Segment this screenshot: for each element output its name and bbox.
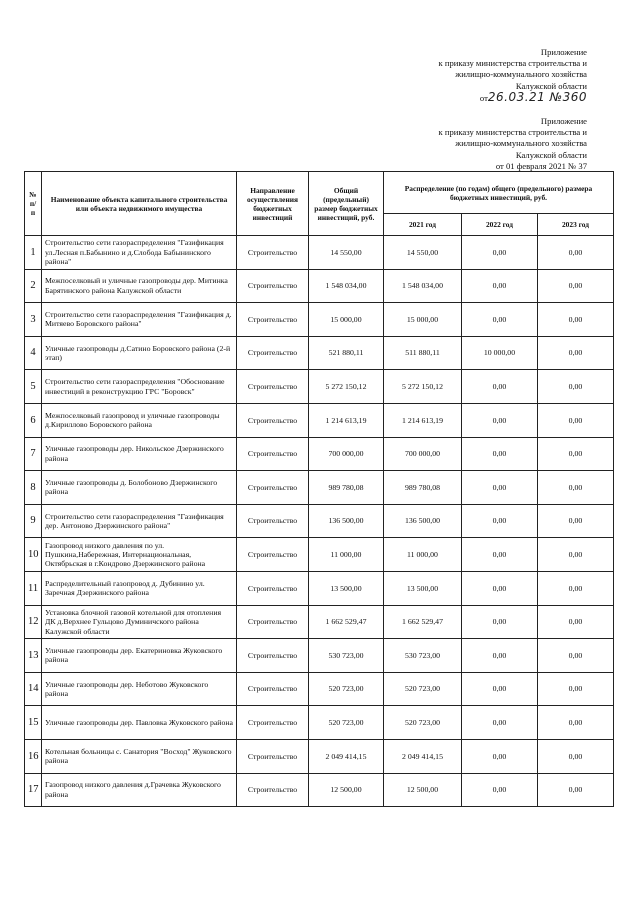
total-amount: 2 049 414,15 (309, 739, 384, 773)
object-name: Уличные газопроводы дер. Екатериновка Жуковского района (42, 639, 237, 673)
row-number: 15 (25, 706, 42, 740)
investment-direction: Строительство (237, 605, 309, 639)
object-name: Уличные газопроводы д. Болобоново Дзержинского района (42, 471, 237, 505)
amount-2023: 0,00 (538, 538, 614, 572)
object-name: Установка блочной газовой котельной для отопления ДК д.Верхнее Гульцово Думиничского района Калужской области (42, 605, 237, 639)
object-name: Уличные газопроводы дер. Неботово Жуковского района (42, 672, 237, 706)
object-name: Строительство сети газораспределения "Газификация дер. Антоново Дзержинского района" (42, 504, 237, 538)
object-name: Уличные газопроводы д.Сатино Боровского района (2-й этап) (42, 336, 237, 370)
header-line: жилищно-коммунального хозяйства (455, 138, 587, 149)
amount-2021: 11 000,00 (384, 538, 462, 572)
header-year-2023: 2023 год (538, 214, 614, 236)
amount-2022: 0,00 (462, 739, 538, 773)
amount-2023: 0,00 (538, 571, 614, 605)
header-line: к приказу министерства строительства и (438, 58, 587, 69)
row-number: 14 (25, 672, 42, 706)
amount-2021: 520 723,00 (384, 706, 462, 740)
row-number: 6 (25, 403, 42, 437)
table-row (25, 605, 614, 639)
amount-2021: 1 214 613,19 (384, 403, 462, 437)
table-row (25, 538, 614, 572)
row-number: 2 (25, 269, 42, 303)
row-number: 16 (25, 739, 42, 773)
table-row (25, 706, 614, 740)
total-amount: 520 723,00 (309, 706, 384, 740)
total-amount: 5 272 150,12 (309, 370, 384, 404)
amount-2022: 10 000,00 (462, 336, 538, 370)
amount-2023: 0,00 (538, 672, 614, 706)
total-amount: 521 880,11 (309, 336, 384, 370)
row-number: 10 (25, 538, 42, 572)
table-row (25, 471, 614, 505)
total-amount: 136 500,00 (309, 504, 384, 538)
row-number: 1 (25, 236, 42, 270)
amount-2021: 700 000,00 (384, 437, 462, 471)
amount-2022: 0,00 (462, 571, 538, 605)
header-date-line (439, 89, 587, 104)
header-line: жилищно-коммунального хозяйства (455, 69, 587, 80)
header-name: Наименование объекта капитального строительства или объекта недвижимого имущества (42, 172, 237, 236)
amount-2021: 15 000,00 (384, 303, 462, 337)
total-amount: 700 000,00 (309, 437, 384, 471)
investment-direction: Строительство (237, 471, 309, 505)
table-row (25, 303, 614, 337)
header-line: к приказу министерства строительства и (438, 127, 587, 138)
amount-2023: 0,00 (538, 236, 614, 270)
total-amount: 520 723,00 (309, 672, 384, 706)
appendix-header-original (439, 116, 587, 172)
total-amount: 1 214 613,19 (309, 403, 384, 437)
header-line: Приложение (540, 47, 587, 57)
investment-table (24, 171, 614, 807)
investment-direction: Строительство (237, 639, 309, 673)
table-row (25, 236, 614, 270)
amount-2021: 136 500,00 (384, 504, 462, 538)
total-amount: 1 662 529,47 (309, 605, 384, 639)
investment-direction: Строительство (237, 672, 309, 706)
amount-2023: 0,00 (538, 336, 614, 370)
total-amount: 1 548 034,00 (309, 269, 384, 303)
amount-2022: 0,00 (462, 504, 538, 538)
amount-2023: 0,00 (538, 773, 614, 807)
table-row (25, 773, 614, 807)
amount-2022: 0,00 (462, 639, 538, 673)
object-name: Уличные газопроводы дер. Никольское Дзержинского района (42, 437, 237, 471)
amount-2022: 0,00 (462, 269, 538, 303)
table-row (25, 437, 614, 471)
row-number: 4 (25, 336, 42, 370)
header-line: Калужской области (515, 149, 587, 160)
amount-2023: 0,00 (538, 370, 614, 404)
date-prefix: от (479, 92, 488, 103)
amount-2023: 0,00 (538, 739, 614, 773)
row-number: 11 (25, 571, 42, 605)
amount-2022: 0,00 (462, 403, 538, 437)
object-name: Газопровод низкого давления по ул. Пушкина,Набережная, Интернациональная, Октябрьская в г.Кондрово Дзержинского района (42, 538, 237, 572)
amount-2022: 0,00 (462, 370, 538, 404)
handwritten-date-number: 26.03.21 №360 (487, 89, 587, 104)
amount-2022: 0,00 (462, 706, 538, 740)
investment-direction: Строительство (237, 571, 309, 605)
row-number: 17 (25, 773, 42, 807)
object-name: Межпоселковый газопровод и уличные газопроводы д.Кириллово Боровского района (42, 403, 237, 437)
amount-2023: 0,00 (538, 437, 614, 471)
total-amount: 12 500,00 (309, 773, 384, 807)
header-line: Калужской области (515, 80, 587, 91)
header-line: Приложение (540, 116, 587, 126)
investment-direction: Строительство (237, 269, 309, 303)
row-number: 7 (25, 437, 42, 471)
row-number: 12 (25, 605, 42, 639)
row-number: 13 (25, 639, 42, 673)
amount-2023: 0,00 (538, 303, 614, 337)
investment-direction: Строительство (237, 773, 309, 807)
appendix-header-amendment (439, 47, 587, 104)
table-row (25, 403, 614, 437)
amount-2022: 0,00 (462, 471, 538, 505)
amount-2022: 0,00 (462, 538, 538, 572)
amount-2023: 0,00 (538, 269, 614, 303)
amount-2023: 0,00 (538, 504, 614, 538)
table-row (25, 639, 614, 673)
total-amount: 13 500,00 (309, 571, 384, 605)
investment-direction: Строительство (237, 739, 309, 773)
object-name: Строительство сети газораспределения "Газификация ул.Лесная п.Бабынино и д.Слобода Бабынинского района" (42, 236, 237, 270)
amount-2022: 0,00 (462, 437, 538, 471)
amount-2023: 0,00 (538, 471, 614, 505)
object-name: Строительство сети газораспределения "Газификация д. Митяево Боровского района" (42, 303, 237, 337)
row-number: 8 (25, 471, 42, 505)
investment-direction: Строительство (237, 504, 309, 538)
amount-2021: 2 049 414,15 (384, 739, 462, 773)
total-amount: 15 000,00 (309, 303, 384, 337)
amount-2023: 0,00 (538, 639, 614, 673)
table-row (25, 336, 614, 370)
object-name: Межпоселковый и уличные газопроводы дер. Митинка Барятинского района Калужской области (42, 269, 237, 303)
investment-direction: Строительство (237, 336, 309, 370)
amount-2022: 0,00 (462, 236, 538, 270)
header-line: от 01 февраля 2021 № 37 (495, 160, 587, 171)
header-year-2022: 2022 год (462, 214, 538, 236)
amount-2022: 0,00 (462, 605, 538, 639)
table-row (25, 504, 614, 538)
row-number: 9 (25, 504, 42, 538)
total-amount: 530 723,00 (309, 639, 384, 673)
object-name: Строительство сети газораспределения "Обоснование инвестиций в реконструкцию ГРС "Боровск" (42, 370, 237, 404)
amount-2021: 520 723,00 (384, 672, 462, 706)
amount-2021: 13 500,00 (384, 571, 462, 605)
investment-direction: Строительство (237, 706, 309, 740)
row-number: 5 (25, 370, 42, 404)
table-row (25, 370, 614, 404)
table-row (25, 269, 614, 303)
amount-2023: 0,00 (538, 706, 614, 740)
header-num: № п/п (25, 172, 42, 236)
amount-2021: 511 880,11 (384, 336, 462, 370)
investment-direction: Строительство (237, 538, 309, 572)
table-body (25, 236, 614, 807)
object-name: Котельная больницы с. Санатория "Восход" Жуковского района (42, 739, 237, 773)
table-row (25, 739, 614, 773)
header-total: Общий (предельный) размер бюджетных инвестиций, руб. (309, 172, 384, 236)
amount-2022: 0,00 (462, 672, 538, 706)
amount-2023: 0,00 (538, 605, 614, 639)
amount-2021: 1 548 034,00 (384, 269, 462, 303)
investment-direction: Строительство (237, 437, 309, 471)
amount-2023: 0,00 (538, 403, 614, 437)
investment-direction: Строительство (237, 303, 309, 337)
investment-direction: Строительство (237, 236, 309, 270)
amount-2022: 0,00 (462, 773, 538, 807)
table-row (25, 672, 614, 706)
amount-2021: 530 723,00 (384, 639, 462, 673)
amount-2021: 5 272 150,12 (384, 370, 462, 404)
amount-2021: 1 662 529,47 (384, 605, 462, 639)
amount-2022: 0,00 (462, 303, 538, 337)
object-name: Газопровод низкого давления д.Грачевка Жуковского района (42, 773, 237, 807)
object-name: Распределительный газопровод д. Дубинино ул. Заречная Дзержинского района (42, 571, 237, 605)
header-distribution: Распределение (по годам) общего (предельного) размера бюджетных инвестиций, руб. (384, 172, 614, 214)
total-amount: 989 780,08 (309, 471, 384, 505)
object-name: Уличные газопроводы дер. Павловка Жуковского района (42, 706, 237, 740)
row-number: 3 (25, 303, 42, 337)
total-amount: 14 550,00 (309, 236, 384, 270)
investment-direction: Строительство (237, 370, 309, 404)
amount-2021: 12 500,00 (384, 773, 462, 807)
amount-2021: 989 780,08 (384, 471, 462, 505)
amount-2021: 14 550,00 (384, 236, 462, 270)
header-direction: Направление осуществления бюджетных инвестиций (237, 172, 309, 236)
header-year-2021: 2021 год (384, 214, 462, 236)
table-row (25, 571, 614, 605)
total-amount: 11 000,00 (309, 538, 384, 572)
investment-direction: Строительство (237, 403, 309, 437)
